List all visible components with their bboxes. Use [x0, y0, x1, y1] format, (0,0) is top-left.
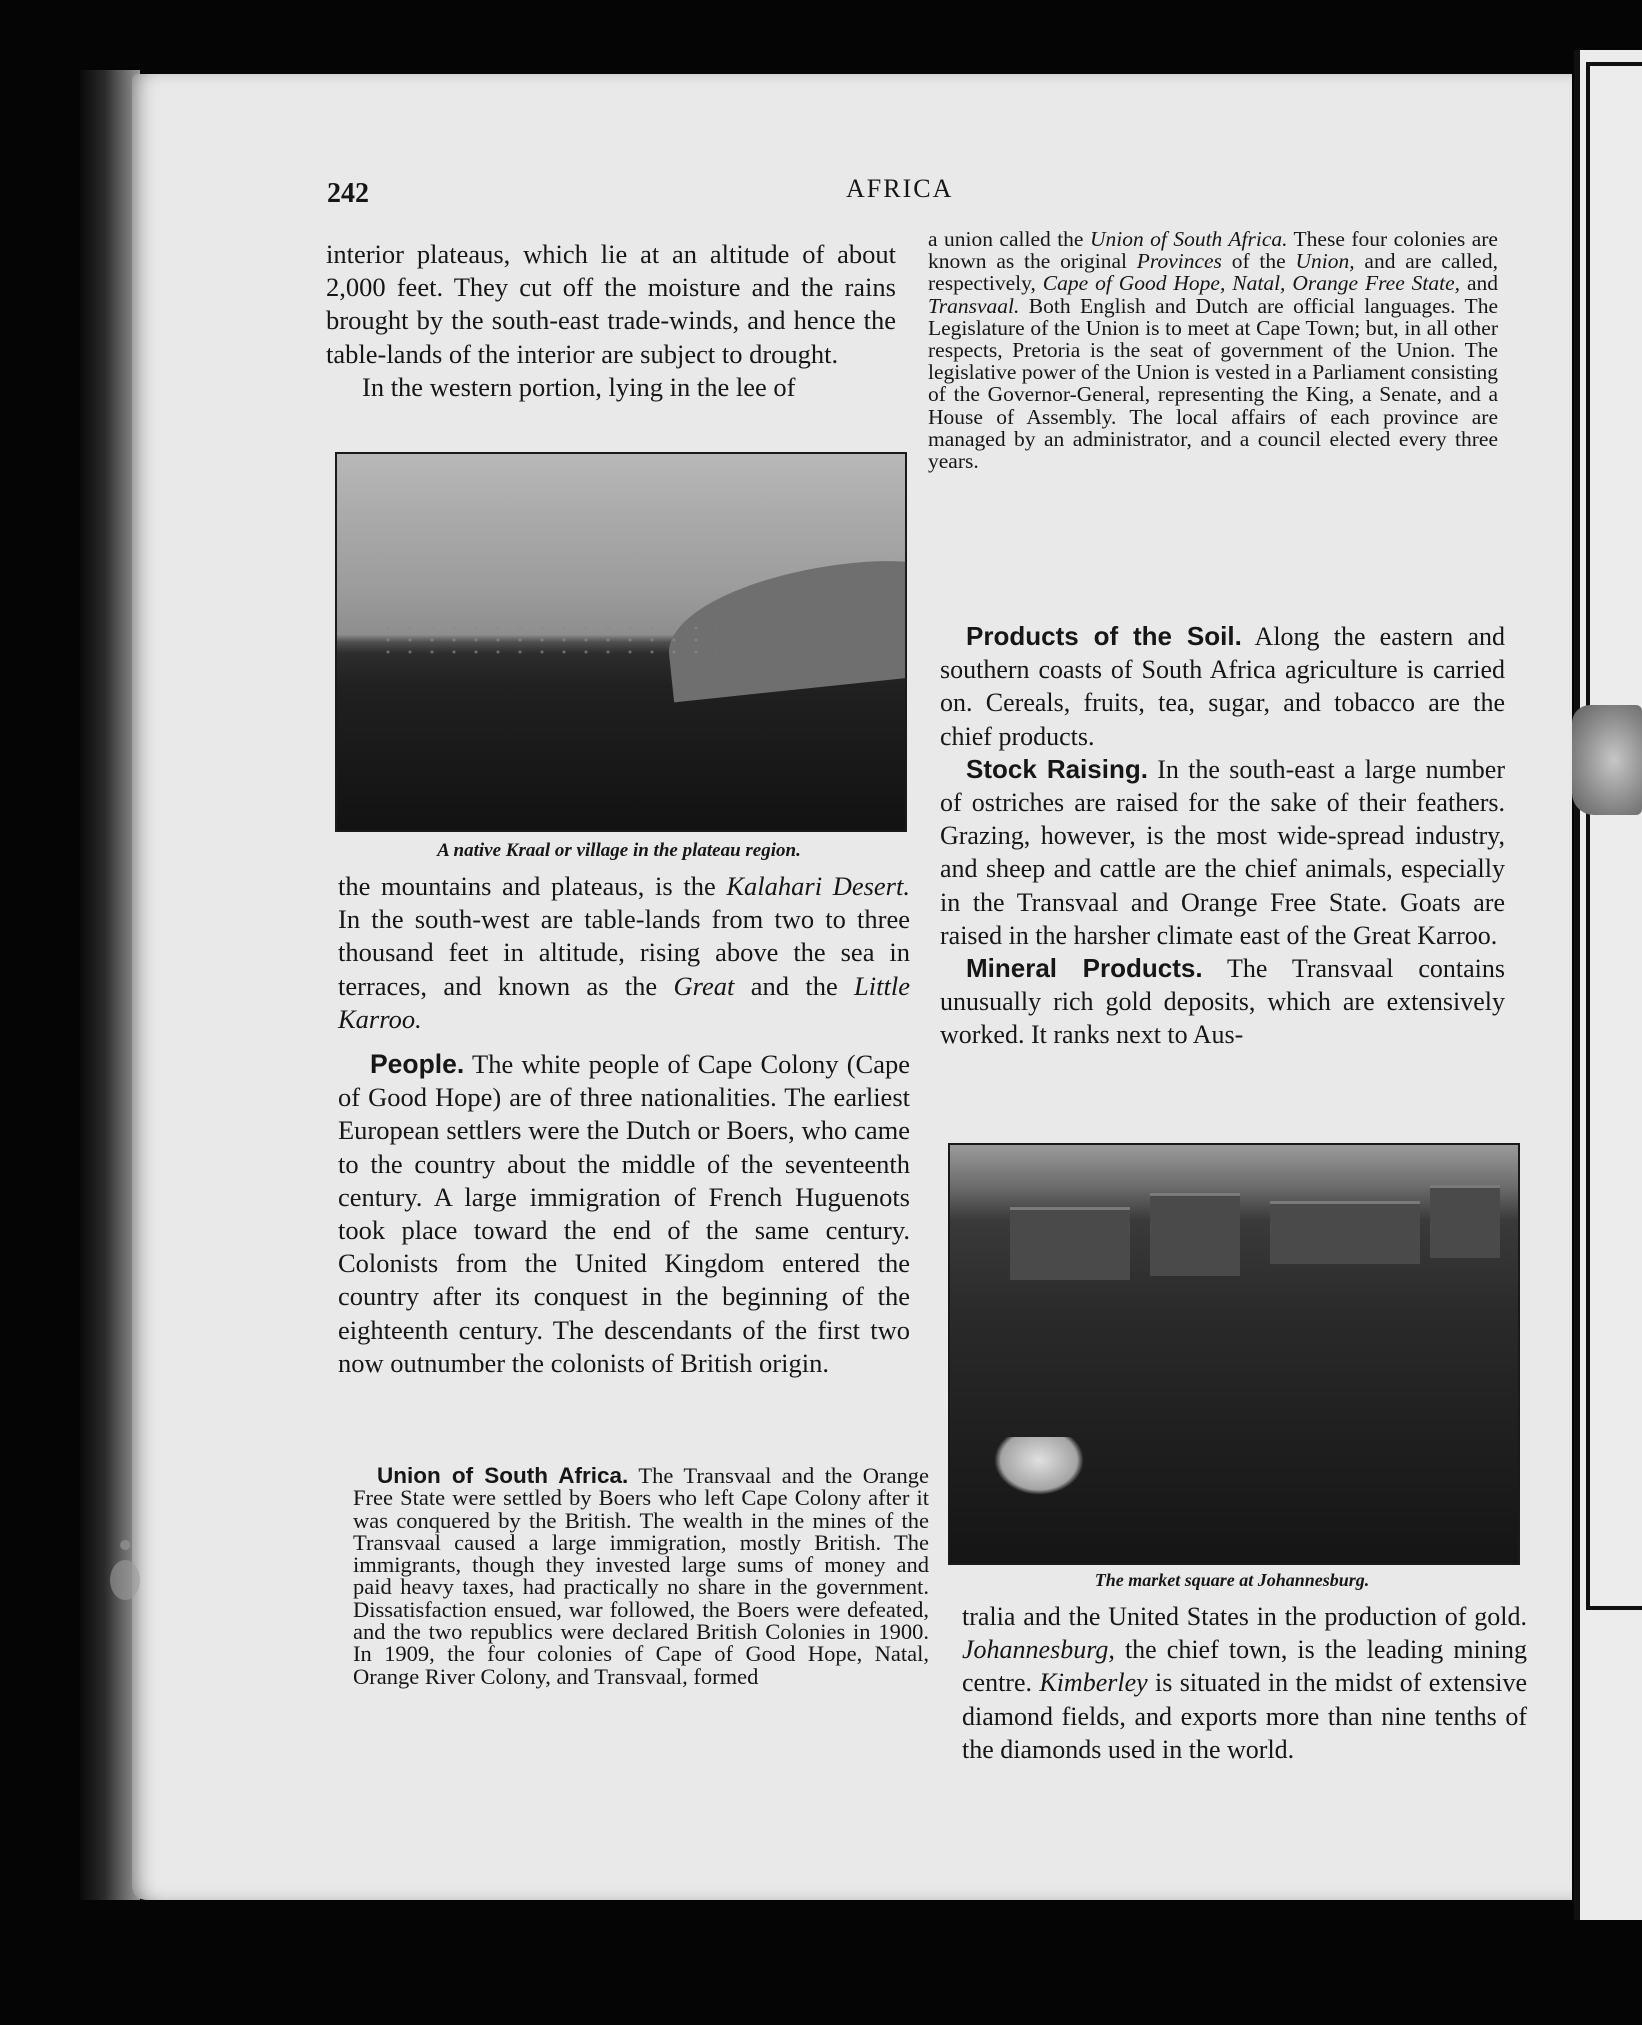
paragraph-people [338, 1048, 910, 1380]
text-segment: and the [734, 970, 855, 1001]
text-segment: and [1460, 271, 1498, 296]
text-segment: In the south-east a large number of ostriches are raised for the sake of their feathers. Grazing, however, is the most wide-spread industry, and sheep and cattle are the chief animals, especially in the Transvaal and Orange Free State. Goats are raised in the harsher climate east of the Great Karroo. [940, 754, 1505, 950]
figure-caption-kraal: A native Kraal or village in the plateau region. [437, 840, 801, 861]
left-column-middle [338, 870, 910, 1380]
term-union-name: Union of South Africa. [1089, 227, 1288, 251]
facing-page-edge [1574, 50, 1642, 1920]
photo-native-kraal [335, 452, 907, 832]
term-union: Union, [1295, 249, 1355, 274]
term-provinces: Provinces [1136, 249, 1222, 274]
place-great: Great [673, 970, 735, 1001]
paragraph-western-intro: In the western portion, lying in the lee of [362, 371, 796, 402]
text-segment: a union called the [928, 227, 1090, 251]
text-segment: the chief town, is the leading mining centre. [962, 1635, 1527, 1698]
right-column-middle [940, 620, 1505, 1052]
term-provinces-list: Cape of Good Hope, Natal, Orange Free State, [1042, 271, 1461, 296]
text-segment: is situated in the midst of extensive diamond fields, and exports more than nine tenths of the diamonds used in the world. [962, 1668, 1527, 1764]
page-number: 242 [327, 178, 369, 209]
paragraph-gold [962, 1600, 1527, 1766]
paragraph-soil [940, 620, 1505, 753]
running-head: AFRICA [846, 174, 954, 203]
right-column-top [928, 228, 1498, 472]
left-column-top [326, 238, 896, 404]
photo-building [1010, 1207, 1130, 1280]
paragraph-mineral [940, 952, 1505, 1052]
text-segment: The Transvaal and the Orange Free State were settled by Boers who left Cape Colony after it was conquered by the British. The wealth in the mines of the Transvaal caused a large immigration, mostly British. The immigrants, though they invested large sums of money and paid heavy taxes, had practically no share in the government. Dissatisfaction ensued, war followed, the Boers were defeated, and the two republics were declared British Colonies in 1900. In 1909, the four colonies of Cape of Good Hope, Natal, Orange River Colony, and Transvaal, formed [353, 1463, 929, 1689]
term-transvaal: Transvaal. [928, 293, 1020, 318]
place-little-karroo: Little Karroo. [338, 970, 910, 1034]
figure-caption-market: The market square at Johannesburg. [1094, 1570, 1370, 1590]
left-column-bottom [353, 1465, 929, 1688]
text-segment: The Transvaal contains unusually rich gold deposits, which are extensively worked. It ranks next to Aus- [940, 954, 1505, 1050]
text-segment: In the south-west are table-lands from two to three thousand feet in altitude, rising above the sea in terraces, and known as the [338, 904, 910, 1001]
text-segment: the mountains and plateaus, is the [338, 871, 727, 901]
heading-mineral: Mineral Products. [966, 953, 1203, 984]
photo-huts [377, 622, 717, 662]
photo-building [1150, 1193, 1240, 1276]
page-stain [110, 1560, 140, 1600]
heading-soil: Products of the Soil. [966, 621, 1242, 651]
page-stain [120, 1540, 130, 1550]
right-column-bottom [962, 1600, 1527, 1766]
heading-stock: Stock Raising. [966, 753, 1148, 784]
text-segment: Along the eastern and southern coasts of South Africa agriculture is carried on. Cereals, fruits, tea, sugar, and tobacco are the chief products. [940, 622, 1505, 751]
photo-building [1270, 1201, 1420, 1264]
place-kimberley: Kimberley [1039, 1668, 1148, 1698]
text-segment: These four colonies are known as the original [928, 227, 1498, 274]
paragraph-stock [940, 753, 1505, 952]
text-segment: Both English and Dutch are official languages. The Legislature of the Union is to meet at Cape Town; but, in all other respects, Pretoria is the seat of government of the Union. The legislative power of the Union is vested in a Parliament consisting of the Governor-General, representing the King, a Senate, and a House of Assembly. The local affairs of each province are managed by an administrator, and a council elected every three years. [928, 293, 1498, 474]
photo-building [1430, 1185, 1500, 1258]
place-johannesburg: Johannesburg, [962, 1635, 1115, 1665]
paragraph-union [353, 1465, 929, 1688]
paragraph-union-continued [928, 228, 1498, 472]
text-segment: and are called, respectively, [928, 249, 1498, 296]
paragraph-kalahari [338, 870, 910, 1036]
text-segment: tralia and the United States in the production of gold. [962, 1602, 1527, 1631]
photo-market-square [948, 1143, 1520, 1565]
torn-tab-fragment [1572, 705, 1642, 815]
facing-page-frame [1586, 62, 1642, 1610]
photo-wagon [994, 1437, 1084, 1495]
text-segment: of the [1221, 249, 1296, 274]
book-spine-shadow [80, 70, 140, 1900]
text-segment: The white people of Cape Colony (Cape of Good Hope) are of three nationalities. The earliest European settlers were the Dutch or Boers, who came to the country about the middle of the seventeenth century. A large immigration of French Huguenots took place toward the end of the same century. Colonists from the United Kingdom entered the country after its conquest in the beginning of the eighteenth century. The descendants of the first two now outnumber the colonists of British origin. [338, 1049, 910, 1378]
heading-union: Union of South Africa. [377, 1463, 629, 1488]
paragraph-plateaus: interior plateaus, which lie at an altitude of about 2,000 feet. They cut off the moisture and the rains brought by the south-east trade-winds, and hence the table-lands of the interior are subject to drought. [326, 239, 896, 369]
heading-people: People. [370, 1049, 465, 1080]
place-kalahari: Kalahari Desert. [726, 871, 910, 901]
